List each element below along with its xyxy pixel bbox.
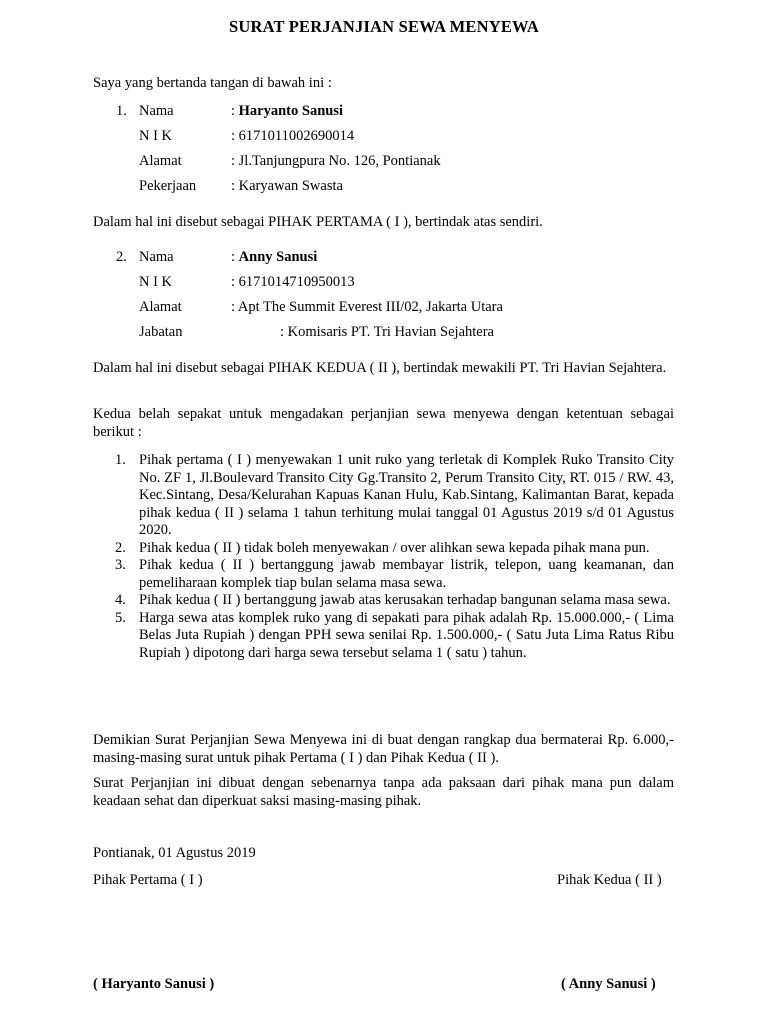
agreement-intro: Kedua belah sepakat untuk mengadakan perjanjian sewa menyewa dengan ketentuan sebagai berikut : xyxy=(93,406,674,440)
party2-note: Dalam hal ini disebut sebagai PIHAK KEDUA ( II ), bertindak mewakili PT. Tri Havian Sejahtera. xyxy=(93,360,667,376)
party2-label-address: Alamat xyxy=(139,299,182,315)
signature-role-left: Pihak Pertama ( I ) xyxy=(93,872,203,888)
party1-label-address: Alamat xyxy=(139,153,182,169)
party2-label-nik: N I K xyxy=(139,274,173,290)
party2-row-name xyxy=(0,249,768,269)
term-number: 3. xyxy=(115,557,126,573)
party1-value-name: : Haryanto Sanusi xyxy=(231,103,344,119)
party1-label-nik: N I K xyxy=(139,128,173,144)
term-number: 4. xyxy=(115,592,126,608)
party2-value-nik: : 6171014710950013 xyxy=(231,274,355,290)
party1-number: 1. xyxy=(116,103,127,119)
party1-name: Haryanto Sanusi xyxy=(238,103,344,119)
party1-value-nik: : 6171011002690014 xyxy=(231,128,355,144)
party2-value-name: : Anny Sanusi xyxy=(231,249,318,265)
term-item xyxy=(93,610,674,663)
party2-name: Anny Sanusi xyxy=(238,249,318,265)
terms-list xyxy=(93,452,674,662)
party1-row-job xyxy=(0,178,768,198)
signature-role-right: Pihak Kedua ( II ) xyxy=(557,872,662,888)
term-number: 5. xyxy=(115,609,126,626)
closing-paragraph-1: Demikian Surat Perjanjian Sewa Menyewa ini di buat dengan rangkap dua bermaterai Rp. 6.000,- masing-masing surat untuk pihak Pertama ( I ) dan Pihak Kedua ( II ). xyxy=(93,732,674,766)
term-item xyxy=(93,452,674,540)
party1-note: Dalam hal ini disebut sebagai PIHAK PERTAMA ( I ), bertindak atas sendiri. xyxy=(93,214,543,230)
party2-row-address xyxy=(0,299,768,319)
party2-value-position: : Komisaris PT. Tri Havian Sejahtera xyxy=(280,324,494,340)
party1-value-job: : Karyawan Swasta xyxy=(231,178,343,194)
party2-row-nik xyxy=(0,274,768,294)
party1-row-address xyxy=(0,153,768,173)
intro-text: Saya yang bertanda tangan di bawah ini : xyxy=(93,75,332,91)
term-text: Pihak pertama ( I ) menyewakan 1 unit ruko yang terletak di Komplek Ruko Transito City No. ZF 1, Jl.Boulevard Transito City Gg.Transito 2, Perum Transito City, RT. 015 / RW. 43, Kec.Sintang, Desa/Kelurahan Kapuas Kanan Hulu, Kab.Sintang, Kalimantan Barat, kepada pihak kedua ( II ) selama 1 tahun terhitung mulai tanggal 01 Agustus 2019 s/d 01 Agustus 2020. xyxy=(139,452,674,538)
term-number: 2. xyxy=(115,539,126,556)
term-text: Pihak kedua ( II ) tidak boleh menyewakan / over alihkan sewa kepada pihak mana pun. xyxy=(139,539,650,556)
party1-value-address: : Jl.Tanjungpura No. 126, Pontianak xyxy=(231,153,441,169)
party1-label-job: Pekerjaan xyxy=(139,178,197,194)
document-title: SURAT PERJANJIAN SEWA MENYEWA xyxy=(228,17,540,36)
term-number: 1. xyxy=(115,452,126,468)
party1-label-name: Nama xyxy=(139,103,174,119)
signature-name-left: ( Haryanto Sanusi ) xyxy=(93,976,215,992)
signature-name-right: ( Anny Sanusi ) xyxy=(561,976,656,992)
closing-paragraph-2: Surat Perjanjian ini dibuat dengan sebenarnya tanpa ada paksaan dari pihak mana pun dalam keadaan sehat dan diperkuat saksi masing-masing pihak. xyxy=(93,775,674,809)
place-date: Pontianak, 01 Agustus 2019 xyxy=(93,845,256,861)
term-item xyxy=(93,592,674,610)
party1-row-nik xyxy=(0,128,768,148)
party2-label-position: Jabatan xyxy=(139,324,183,340)
term-text: Harga sewa atas komplek ruko yang di sepakati para pihak adalah Rp. 15.000.000,- ( Lima Belas Juta Rupiah ) dengan PPH sewa senilai Rp. 1.500.000,- ( Satu Juta Lima Ratus Ribu Rupiah ) dipotong dari harga sewa tersebut selama 1 ( satu ) tahun. xyxy=(139,609,674,661)
party2-row-position xyxy=(0,324,768,344)
party2-number: 2. xyxy=(116,249,127,265)
party2-label-name: Nama xyxy=(139,249,174,265)
party1-row-name xyxy=(0,103,768,123)
term-item xyxy=(93,540,674,558)
term-text: Pihak kedua ( II ) bertanggung jawab membayar listrik, telepon, uang keamanan, dan pemeliharaan komplek tiap bulan selama masa sewa. xyxy=(139,557,674,591)
term-item xyxy=(93,557,674,592)
party2-value-address: : Apt The Summit Everest III/02, Jakarta Utara xyxy=(231,299,503,315)
term-text: Pihak kedua ( II ) bertanggung jawab atas kerusakan terhadap bangunan selama masa sewa. xyxy=(139,592,671,608)
